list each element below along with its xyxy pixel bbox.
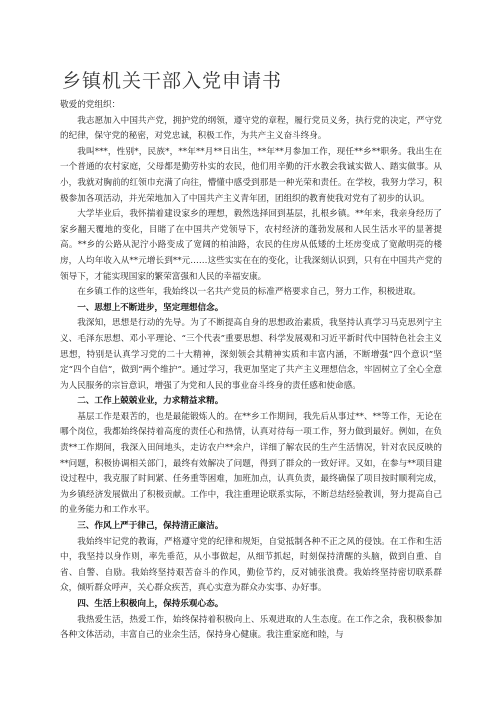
salutation: 敬爱的党组织： <box>60 100 121 110</box>
document-body <box>60 98 442 644</box>
body-paragraph: 我叫***，性别*，民族*，**年**月**日出生，**年**月参加工作，现任**乡**职务。我出生在一个普通的农村家庭，父母都是勤劳朴实的农民，他们用辛勤的汗水教会我诚实做人、踏实做事。从小，我就对胸前的红领巾充满了向往，懵懂中感受到那是一种光荣和责任。在学校，我努力学习，积极参加各项活动，并光荣地加入了中国共产主义青年团，团组织的教育使我对党有了初步的认识。 <box>60 146 442 204</box>
body-paragraph: 大学毕业后，我怀揣着建设家乡的理想，毅然选择回到基层，扎根乡镇。**年来，我亲身经历了家乡翻天覆地的变化，目睹了在中国共产党领导下，农村经济的蓬勃发展和人民生活水平的显著提高。**乡的公路从泥泞小路变成了宽阔的柏油路，农民的住房从低矮的土坯房变成了宽敞明亮的楼房，人均年收入从**元增长到**元……这些实实在在的变化，让我深刻认识到，只有在中国共产党的领导下，才能实现国家的繁荣富强和人民的幸福安康。 <box>60 209 442 282</box>
body-paragraph: 基层工作是艰苦的，也是最能锻炼人的。在**乡工作期间，我先后从事过**、**等工作，无论在哪个岗位，我都始终保持着高度的责任心和热情，认真对待每一项工作，努力做到最好。例如，在负责**工作期间，我深入田间地头，走访农户**余户，详细了解农民的生产生活情况，针对农民反映的**问题，积极协调相关部门，最终有效解决了问题，得到了群众的一致好评。又如，在参与**项目建设过程中，我克服了时间紧、任务重等困难，加班加点，认真负责，最终确保了项目按时顺利完成，为乡镇经济发展做出了积极贡献。工作中，我注重理论联系实际，不断总结经验教训，努力提高自己的业务能力和工作水平。 <box>60 411 442 516</box>
document-title: 乡镇机关干部入党申请书 <box>62 70 283 92</box>
body-paragraph: 我始终牢记党的教诲，严格遵守党的纪律和规矩，自觉抵制各种不正之风的侵蚀。在工作和生活中，我坚持以身作则，率先垂范，从小事做起，从细节抓起，时刻保持清醒的头脑，做到自重、自省、自警、自励。我始终坚持艰苦奋斗的作风，勤俭节约，反对铺张浪费。我始终坚持密切联系群众，倾听群众呼声，关心群众疾苦，真心实意为群众办实事、办好事。 <box>60 536 442 594</box>
section-heading: 一、思想上不断进步，坚定理想信念。 <box>77 302 224 313</box>
body-paragraph: 我志愿加入中国共产党，拥护党的纲领，遵守党的章程，履行党员义务，执行党的决定，严守党的纪律，保守党的秘密，对党忠诚，积极工作，为共产主义奋斗终身。 <box>60 115 442 142</box>
section-heading: 四、生活上积极向上，保持乐观心态。 <box>77 599 224 609</box>
body-paragraph: 我热爱生活，热爱工作，始终保持着积极向上、乐观进取的人生态度。在工作之余，我积极参加各种文体活动，丰富自己的业余生活，保持身心健康。我注重家庭和睦，与 <box>60 614 442 641</box>
body-paragraph: 在乡镇工作的这些年，我始终以一名共产党员的标准严格要求自己，努力工作，积极进取。 <box>77 287 421 298</box>
body-paragraph: 我深知，思想是行动的先导。为了不断提高自身的思想政治素质，我坚持认真学习马克思列宁主义、毛泽东思想、邓小平理论、“三个代表”重要思想、科学发展观和习近平新时代中国特色社会主义思想，特别是认真学习党的二十大精神，深刻领会其精神实质和丰富内涵，不断增强“四个意识”坚定“四个自信”，做到“两个维护”。通过学习，我更加坚定了共产主义理想信念，牢固树立了全心全意为人民服务的宗旨意识，增强了为党和人民的事业奋斗终身的责任感和使命感。 <box>60 318 442 391</box>
paragraph-list <box>60 114 442 644</box>
section-heading: 二、工作上兢兢业业，力求精益求精。 <box>77 396 224 407</box>
section-heading: 三、作风上严于律己，保持清正廉洁。 <box>77 521 224 532</box>
